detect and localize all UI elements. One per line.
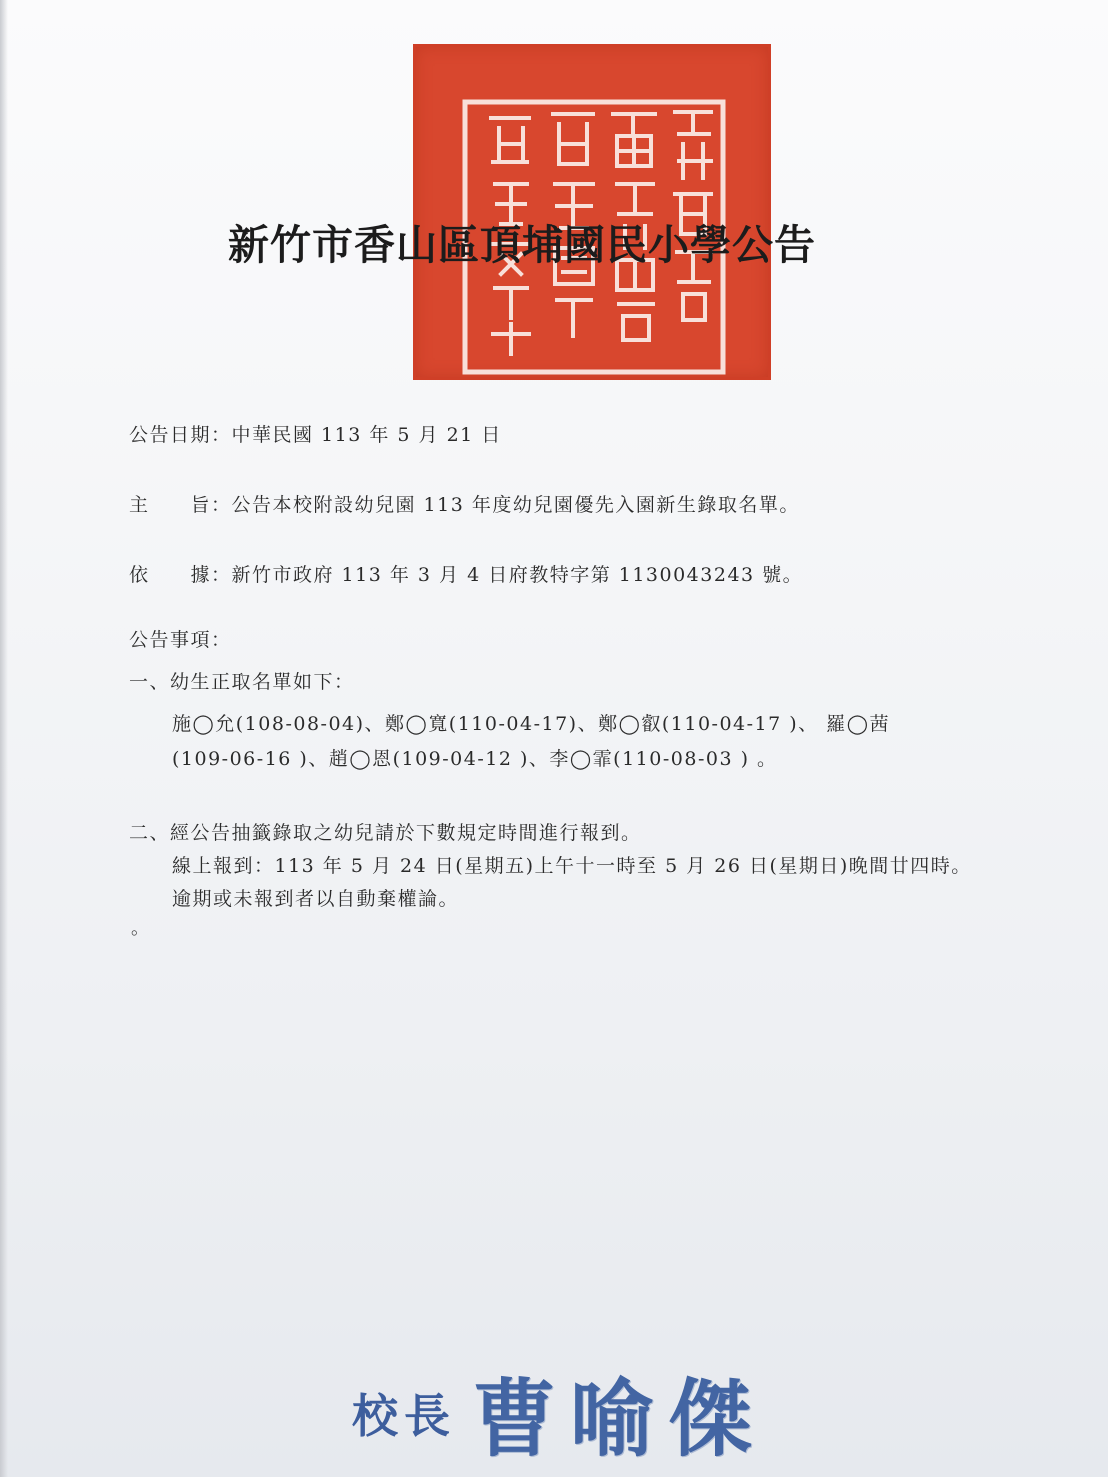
subject-label: 主 旨：	[129, 494, 232, 516]
paper-edge	[0, 0, 8, 1477]
item-2-heading: 二、經公告抽籤錄取之幼兒請於下數規定時間進行報到。	[129, 822, 642, 844]
date-label: 公告日期：	[129, 424, 232, 446]
basis-label: 依 據：	[129, 564, 232, 586]
announcement-date	[129, 420, 502, 447]
item-2-line-2: 逾期或未報到者以自動棄權論。	[172, 888, 460, 910]
notice-heading: 公告事項：	[129, 629, 232, 651]
item-1-heading: 一、幼生正取名單如下：	[129, 671, 355, 693]
principal-name: 曹喻傑	[472, 1369, 767, 1468]
subject-value: 公告本校附設幼兒園 113 年度幼兒園優先入園新生錄取名單。	[231, 494, 800, 516]
basis-value: 新竹市政府 113 年 3 月 4 日府教特字第 1130043243 號。	[231, 564, 804, 586]
item-1-line-2: (109-06-16 )、趙◯恩(109-04-12 )、李◯霏(110-08-03 ) 。	[172, 748, 778, 770]
item-2-line-1: 線上報到：113 年 5 月 24 日(星期五)上午十一時至 5 月 26 日(星期日)晚間廿四時。	[172, 855, 972, 877]
basis	[129, 560, 803, 587]
principal-signature	[352, 1352, 766, 1473]
item-1-line-1: 施◯允(108-08-04)、鄭◯寬(110-04-17)、鄭◯叡(110-04-17 )、 羅◯茜	[172, 713, 890, 735]
principal-label: 校長	[352, 1388, 456, 1443]
trailing-mark: 。	[131, 918, 149, 939]
page-title: 新竹市香山區頂埔國民小學公告	[228, 221, 816, 269]
date-value: 中華民國 113 年 5 月 21 日	[231, 424, 502, 446]
subject	[129, 490, 800, 517]
